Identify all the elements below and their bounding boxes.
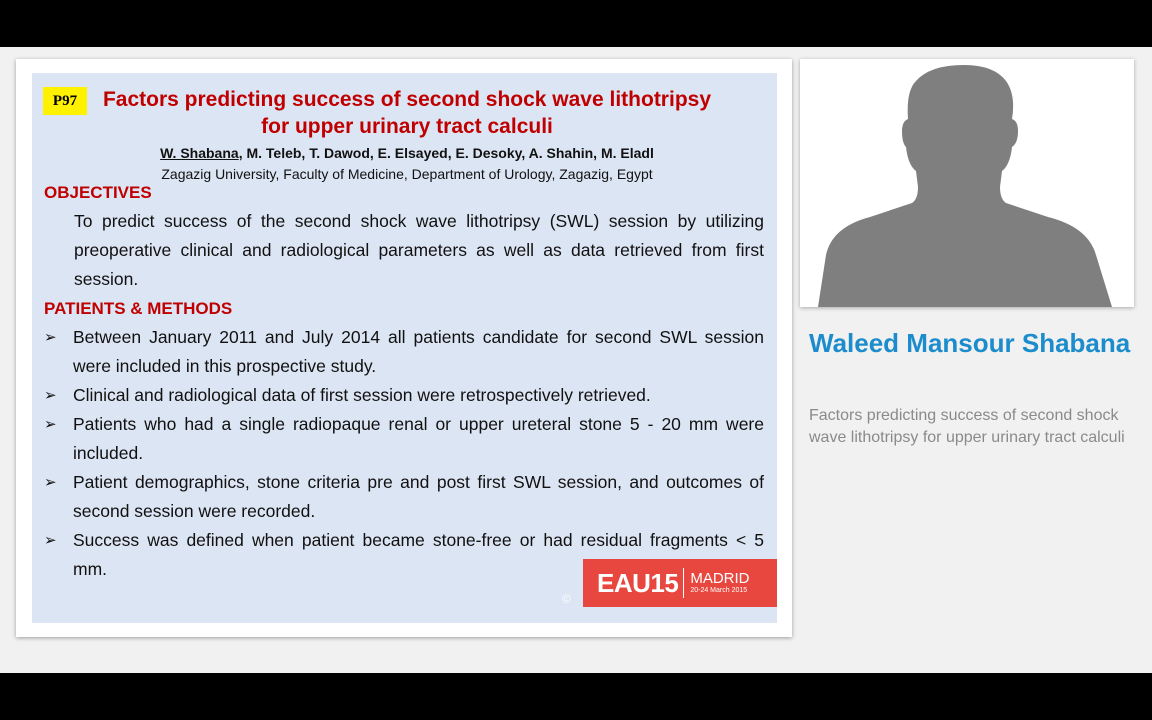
speaker-photo — [800, 59, 1134, 307]
slide-panel — [16, 59, 792, 637]
logo-dates: 20-24 March 2015 — [690, 586, 748, 594]
list-item-text: Patients who had a single radiopaque renal or upper ureteral stone 5 - 20 mm were included. — [73, 414, 764, 463]
eau15-logo — [583, 559, 777, 607]
person-silhouette-icon — [800, 59, 1134, 307]
slide-title: Factors predicting success of second shock wave lithotripsy for upper urinary tract calculi — [102, 88, 711, 138]
logo-city: MADRID — [690, 569, 750, 587]
arrow-bullet-icon: ➢ — [44, 474, 57, 491]
speaker-name: Waleed Mansour Shabana — [809, 328, 1131, 358]
list-item — [44, 468, 764, 526]
methods-list — [44, 323, 764, 587]
logo-divider — [683, 568, 684, 598]
talk-title: Factors predicting success of second shock wave lithotripsy for upper urinary tract calculi — [809, 407, 1125, 446]
first-author: W. Shabana — [160, 145, 239, 161]
list-item-text: Success was defined when patient became stone-free or had residual fragments < 5 mm. — [73, 530, 764, 579]
objectives-text: To predict success of the second shock wave lithotripsy (SWL) session by utilizing preoperative clinical and radiological parameters as well as data retrieved from first session. — [74, 211, 764, 289]
poster-code-badge: P97 — [43, 87, 87, 115]
arrow-bullet-icon: ➢ — [44, 416, 57, 433]
methods-heading: PATIENTS & METHODS — [44, 299, 233, 318]
arrow-bullet-icon: ➢ — [44, 329, 57, 346]
slide-affiliation: Zagazig University, Faculty of Medicine, Department of Urology, Zagazig, Egypt — [161, 166, 653, 182]
arrow-bullet-icon: ➢ — [44, 387, 57, 404]
other-authors: , M. Teleb, T. Dawod, E. Elsayed, E. Desoky, A. Shahin, M. Eladl — [238, 145, 654, 161]
logo-side — [690, 569, 750, 595]
player-stage — [0, 47, 1152, 673]
list-item-text: Clinical and radiological data of first session were retrospectively retrieved. — [73, 385, 651, 405]
slide-authors — [92, 145, 722, 161]
objectives-heading: OBJECTIVES — [44, 183, 152, 202]
list-item — [44, 323, 764, 381]
logo-main-text: EAU15 — [597, 567, 679, 598]
slide — [32, 73, 777, 623]
list-item-text: Patient demographics, stone criteria pre and post first SWL session, and outcomes of second session were recorded. — [73, 472, 764, 521]
copyright-mark: © — [562, 592, 571, 606]
list-item — [44, 410, 764, 468]
arrow-bullet-icon: ➢ — [44, 532, 57, 549]
list-item-text: Between January 2011 and July 2014 all patients candidate for second SWL session were included in this prospective study. — [73, 327, 764, 376]
list-item — [44, 381, 764, 410]
